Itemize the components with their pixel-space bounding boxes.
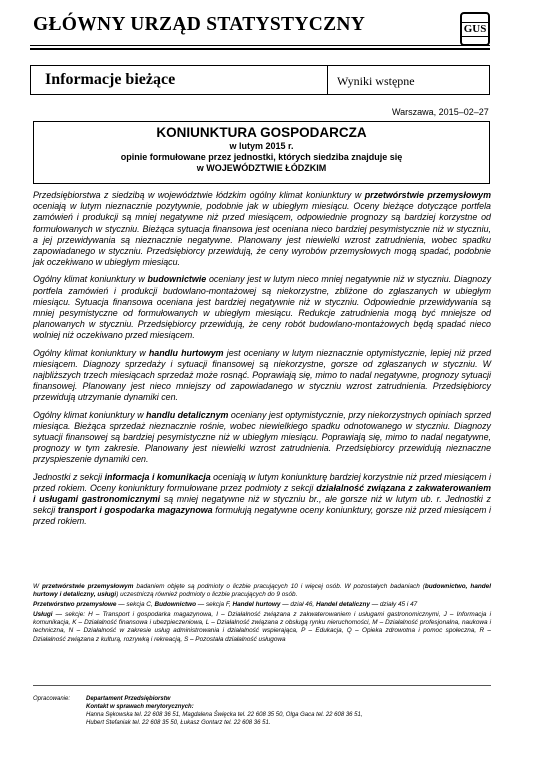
- bold-term: informacja i komunikacja: [104, 471, 211, 482]
- title-period: w lutym 2015 r.: [229, 141, 294, 151]
- bold-term: budownictwo, handel hurtowy i detaliczny, usługi: [33, 583, 492, 599]
- text-run: — sekcja C,: [116, 601, 155, 609]
- bold-term: budownictwie: [147, 274, 207, 285]
- text-run: Przedsiębiorstwa z siedzibą w województwie łódzkim ogólny klimat koniunktury w: [33, 190, 365, 200]
- contact-line-2: Hubert Stefaniak tel. 22 608 35 50, Łukasz Gontarz tel. 22 608 36 51.: [86, 720, 271, 726]
- bold-term: Handel hurtowy: [232, 601, 281, 609]
- bold-term: handlu detalicznym: [146, 409, 229, 420]
- bold-term: Handel detaliczny: [315, 601, 370, 609]
- paragraph-retail: [33, 410, 491, 466]
- paragraph-industry: [33, 190, 491, 268]
- text-run: Ogólny klimat koniunktury w: [33, 347, 149, 358]
- text-run: — sekcje: H – Transport i gospodarka magazynowa, I – Działalność związana z zakwaterowaniem i usługami gastronomicznymi, J – Informacja i komunikacja, K – Działalność finansowa i ubezpieczeniowa, L – Działalność związana z obsługą rynku nieruchomości, M – Działalność profesjonalna, naukowa i techniczna, N – Działalność w zakresie usług administrowania i działalność wspierająca, P – Edukacja, Q – Opieka zdrowotna i pomoc społeczna, R – Działalność związana z kulturą, rozrywką i rekreacją, S – Pozostała działalność usługowa: [33, 610, 491, 643]
- text-run: — działy 45 i 47: [369, 601, 418, 609]
- paragraph-services: [33, 472, 491, 528]
- bold-term: przetwórstwie przemysłowym: [364, 190, 491, 200]
- bold-term: Budownictwo: [154, 601, 197, 609]
- contact-label: Opracowanie:: [33, 696, 71, 702]
- info-bar-divider: [327, 66, 328, 94]
- bold-term: transport i gospodarka magazynowa: [57, 505, 213, 516]
- footnotes: [33, 583, 491, 646]
- logo-text: GUS: [461, 22, 490, 37]
- contact-rule: [33, 685, 491, 686]
- document-title: KONIUNKTURA GOSPODARCZA: [156, 125, 367, 140]
- body-text: [33, 190, 491, 534]
- text-run: Jednostki z sekcji: [33, 471, 105, 482]
- text-run: — sekcja F,: [196, 601, 233, 609]
- header-rule: [30, 45, 490, 46]
- note-scope: [33, 583, 491, 600]
- header-title: GŁÓWNY URZĄD STATYSTYCZNY: [33, 14, 366, 35]
- text-run: W: [33, 583, 43, 590]
- title-description: opinie formułowane przez jednostki, których siedziba znajduje się: [120, 152, 403, 162]
- gus-logo-icon: [460, 12, 490, 46]
- bold-term: działalność związana z zakwaterowaniem i usługami gastronomicznymi: [33, 482, 491, 505]
- info-bar-right: Wyniki wstępne: [337, 74, 415, 88]
- header-rule-thick: [30, 48, 490, 50]
- bold-term: Przetwórstwo przemysłowe: [33, 601, 117, 609]
- info-bar-left: Informacje bieżące: [45, 71, 176, 88]
- text-run: jest oceniany w lutym nieznacznie optymistycznie, lepiej niż przed miesiącem. Diagnozy sprzedaży i sytuacji finansowej są niekorzystne, gorsze od zgłaszanych w styczniu. W najbliższych trzech miesiącach sprzedaż może rosnąć. Poprawiają się, mimo to nadal negatywne, prognozy sytuacji finansowej. Planowany jest nieco mniejszy od zapowiadanego w styczniu wzrost zatrudnienia. Przedsiębiorcy przewidują utrzymanie dynamiki cen.: [33, 347, 492, 403]
- text-run: oceniają w lutym nieznacznie pozytywnie, podobnie jak w ubiegłym miesiącu. Oceny bieżące dotyczące portfela zamówień i produkcji są mniej negatywne niż przed miesiącem, odpowiednie prognozy są bardziej korzystne od formułowanych w styczniu. Bieżąca sytuacja finansowa jest oceniana nieco bardziej pesymistycznie niż w styczniu, a jej przewidywania są nieznacznie negatywne. Planowany jest niewielki wzrost zatrudnienia, wobec spadku zapowiadanego w styczniu. Przedsiębiorcy przewidują, że ceny wyrobów przemysłowych mogą spadać, podobnie jak oczekiwano w ubiegłym miesiącu.: [33, 201, 491, 268]
- text-run: formułują negatywne oceny koniunktury, gorsze niż przed miesiącem i przed rokiem.: [33, 505, 492, 527]
- contact-department: Departament Przedsiębiorstw: [86, 696, 171, 702]
- note-services: [33, 611, 491, 644]
- bold-term: handlu hurtowym: [148, 347, 224, 358]
- note-sections: [33, 601, 491, 609]
- text-run: oceniany jest optymistycznie, przy niekorzystnych opiniach sprzed miesiąca. Bieżąca sprzedaż nieznacznie rośnie, wobec niewielkiego spadku odnotowanego w styczniu. Diagnozy sytuacji finansowej są bardziej pesymistyczne niż w ubiegłym miesiącu. Poprawiają się, mimo to nadal negatywne, prognozy w tym zakresie. Planowany jest niewielki wzrost zatrudnienia. Przedsiębiorcy przewidują nieznaczne przyspieszenie dynamiki cen.: [33, 409, 491, 465]
- bold-term: przetwórstwie przemysłowym: [42, 583, 134, 590]
- paragraph-wholesale: [33, 348, 491, 404]
- title-region: w WOJEWÓDZTWIE ŁÓDZKIM: [196, 163, 327, 173]
- publication-date: Warszawa, 2015–02–27: [392, 107, 489, 117]
- text-run: Ogólny klimat koniunktury w: [33, 409, 147, 420]
- text-run: badaniem objęte są podmioty o liczbie pracujących 10 i więcej osób. W pozostałych badaniach (: [133, 583, 425, 590]
- contact-title: Kontakt w sprawach merytorycznych:: [86, 704, 194, 710]
- text-run: są mniej negatywne niż w styczniu br., ale gorsze niż w lutym ub. r. Jednostki z sekcji: [33, 494, 491, 516]
- text-run: Ogólny klimat koniunktury w: [33, 274, 148, 285]
- title-box: [33, 121, 490, 184]
- bold-term: Usługi: [33, 610, 53, 618]
- text-run: oceniany jest w lutym nieco mniej negatywnie niż w styczniu. Diagnozy portfela zamówień i produkcji budowlano-montażowej są niekorzystne, zbliżone do zgłaszanych w ubiegłym miesiącu. Sytuacja finansowa oceniana jest bardziej negatywnie niż w styczniu. Odpowiednie przewidywania są mniej pesymistyczne od formułowanych w ubiegłym miesiącu. Redukcje zatrudnienia mogą być mniejsze od planowanych w styczniu. Przedsiębiorcy przewidują, że ceny robót budowlano-montażowych będą spadać nieco wolniej niż oczekiwano przed miesiącem.: [33, 274, 492, 341]
- text-run: — dział 46,: [280, 601, 316, 609]
- text-run: ) uczestniczą również podmioty o liczbie pracujących do 9 osób.: [116, 591, 298, 599]
- info-bar: [30, 65, 490, 95]
- text-run: oceniają w lutym koniunkturę bardziej korzystnie niż przed miesiącem i przed rokiem. Oceny koniunktury formułowane przez podmioty z sekcji: [33, 471, 491, 493]
- paragraph-construction: [33, 274, 491, 341]
- contact-line-1: Hanna Sękowska tel. 22 608 36 51, Magdalena Święcka tel. 22 608 35 50, Olga Gaca tel. 22 608 36 51,: [86, 712, 363, 718]
